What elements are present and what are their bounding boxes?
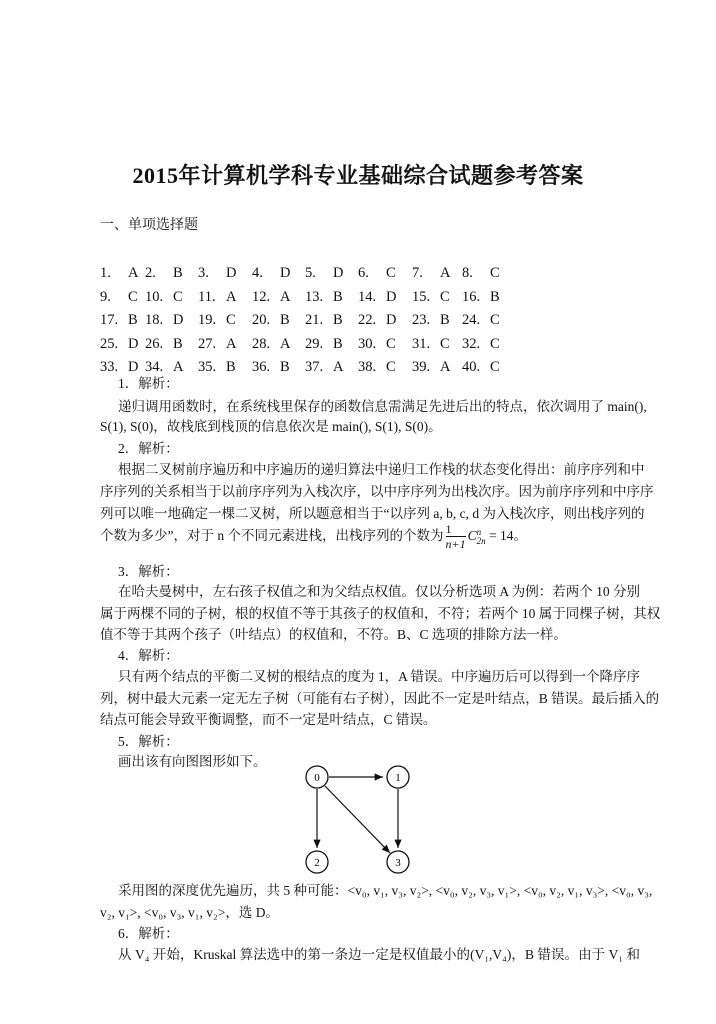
question-number: 35.	[198, 359, 217, 375]
answer-item	[462, 264, 500, 282]
answer-letter: D	[128, 335, 139, 352]
answer-item	[100, 311, 138, 329]
explanation-line: 在哈夫曼树中，左右孩子权值之和为父结点权值。仅以分析选项 A 为例：若两个 10 分别	[118, 584, 641, 599]
explanation-line: 属于两棵不同的子树，根的权值不等于其孩子的权值和，不符；若两个 10 属于同棵子树，其权	[100, 606, 661, 621]
answer-letter: C	[440, 335, 450, 352]
question-number: 29.	[305, 335, 324, 352]
question-number: 37.	[305, 359, 324, 375]
answer-row	[100, 264, 645, 288]
answer-item	[198, 311, 236, 329]
question-number: 20.	[252, 312, 271, 328]
answer-letter: D	[128, 359, 139, 375]
explanation-line: 递归调用函数时，在系统栈里保存的函数信息需满足先进后出的特点，依次调用了 main(),	[118, 399, 647, 414]
question-number: 9.	[100, 288, 111, 305]
answer-item	[358, 311, 396, 329]
answer-letter: B	[128, 312, 138, 328]
answer-item	[305, 288, 343, 306]
question-number: 1.	[100, 265, 111, 281]
answer-row	[100, 311, 645, 335]
explanation-heading: 3．解析：	[118, 564, 179, 579]
answer-letter: B	[280, 312, 290, 328]
answer-item	[145, 264, 183, 282]
answer-item	[412, 288, 450, 306]
answer-letter: A	[280, 335, 291, 352]
node-3	[387, 851, 409, 873]
explanation-heading: 1．解析：	[118, 376, 179, 391]
question-number: 11.	[198, 288, 216, 305]
answer-letter: D	[386, 312, 397, 328]
answer-letter: B	[280, 359, 290, 375]
answer-item	[145, 335, 183, 353]
question-number: 10.	[145, 288, 164, 305]
question-number: 31.	[412, 335, 431, 352]
answer-item	[252, 311, 290, 329]
question-number: 32.	[462, 335, 481, 352]
answer-item	[412, 358, 450, 376]
explanation-line: 采用图的深度优先遍历，共 5 种可能：<v₀, v₁, v₃, v₂>, <v₀, v₂, v₃, v₁>, <v₀, v₂, v₁, v₃>, <v₀, v₃,	[118, 883, 653, 898]
answer-item	[198, 264, 236, 282]
answer-item	[412, 264, 450, 282]
fraction: $\frac{1}{n+1}$	[445, 522, 466, 552]
section-heading: 一、单项选择题	[100, 218, 198, 233]
answer-letter: A	[440, 265, 451, 281]
answer-item	[100, 358, 138, 376]
answer-letter: C	[490, 265, 500, 281]
svg-text:3: 3	[395, 857, 401, 869]
answer-letter: C	[173, 288, 183, 305]
edge-0-3	[325, 786, 390, 853]
answer-row	[100, 358, 645, 382]
node-0	[306, 766, 328, 788]
question-number: 17.	[100, 312, 119, 328]
question-number: 13.	[305, 288, 324, 305]
question-number: 28.	[252, 335, 271, 352]
answer-item	[198, 335, 236, 353]
question-number: 23.	[412, 312, 431, 328]
answer-letter: A	[333, 359, 344, 375]
answer-item	[412, 335, 450, 353]
answer-letter: A	[440, 359, 451, 375]
answer-item	[145, 311, 183, 329]
answer-item	[145, 288, 183, 306]
explanation-heading: 6．解析：	[118, 926, 179, 941]
question-number: 6.	[358, 265, 369, 281]
node-2	[306, 851, 328, 873]
answer-letter: C	[490, 335, 500, 352]
answer-item	[305, 311, 343, 329]
question-number: 40.	[462, 359, 481, 375]
explanation-heading: 2．解析：	[118, 441, 179, 456]
answer-letter: D	[173, 312, 184, 328]
question-number: 39.	[412, 359, 431, 375]
answer-item	[462, 288, 500, 306]
answer-item	[358, 335, 396, 353]
question-number: 33.	[100, 359, 119, 375]
directed-graph	[295, 755, 425, 880]
answer-letter: B	[173, 335, 183, 352]
answer-letter: C	[490, 312, 500, 328]
answer-letter: B	[440, 312, 450, 328]
answer-letter: C	[386, 335, 396, 352]
question-number: 34.	[145, 359, 164, 375]
question-number: 2.	[145, 265, 156, 281]
answer-item	[252, 335, 290, 353]
answer-item	[462, 335, 500, 353]
question-number: 14.	[358, 288, 377, 305]
answer-item	[462, 311, 500, 329]
answer-letter: B	[333, 288, 343, 305]
question-number: 21.	[305, 312, 324, 328]
answer-item	[100, 335, 138, 353]
question-number: 38.	[358, 359, 377, 375]
answer-letter: A	[226, 288, 237, 305]
answer-row	[100, 288, 645, 312]
answer-item	[305, 335, 343, 353]
answer-item	[358, 288, 396, 306]
question-number: 8.	[462, 265, 473, 281]
answer-letter: A	[128, 265, 139, 281]
explanation-heading: 5．解析：	[118, 734, 179, 749]
explanation-line: 画出该有向图图形如下。	[118, 754, 267, 769]
svg-text:1: 1	[395, 772, 401, 784]
answer-letter: C	[386, 359, 396, 375]
answer-letter: C	[128, 288, 138, 305]
question-number: 4.	[252, 265, 263, 281]
answer-item	[198, 358, 236, 376]
answer-item	[100, 288, 138, 306]
answer-grid	[100, 264, 645, 382]
question-number: 25.	[100, 335, 119, 352]
answer-letter: A	[226, 335, 237, 352]
answer-item	[358, 264, 396, 282]
question-number: 30.	[358, 335, 377, 352]
question-number: 36.	[252, 359, 271, 375]
answer-letter: A	[280, 288, 291, 305]
answer-item	[145, 358, 183, 376]
answer-letter: B	[333, 312, 343, 328]
question-number: 15.	[412, 288, 431, 305]
question-number: 5.	[305, 265, 316, 281]
explanation-line: 列可以唯一地确定一棵二叉树，所以题意相当于“以序列 a, b, c, d 为入栈次序，则出栈序列的	[100, 506, 645, 521]
answer-item	[305, 264, 343, 282]
answer-item	[305, 358, 343, 376]
explanation-line: 从 V₄ 开始，Kruskal 算法选中的第一条边一定是权值最小的(V₁,V₄)，B 错误。由于 V₁ 和	[118, 947, 640, 962]
question-number: 19.	[198, 312, 217, 328]
explanation-heading: 4．解析：	[118, 648, 179, 663]
answer-item	[252, 288, 290, 306]
question-number: 27.	[198, 335, 217, 352]
answer-letter: B	[226, 359, 236, 375]
answer-item	[462, 358, 500, 376]
answer-letter: D	[333, 265, 344, 281]
answer-letter: B	[173, 265, 183, 281]
question-number: 26.	[145, 335, 164, 352]
page-title: 2015年计算机学科专业基础综合试题参考答案	[132, 163, 584, 188]
answer-letter: B	[490, 288, 500, 305]
explanation-line: 根据二叉树前序遍历和中序遍历的递归算法中递归工作栈的状态变化得出：前序序列和中	[118, 462, 645, 477]
answer-item	[252, 358, 290, 376]
question-number: 24.	[462, 312, 481, 328]
question-number: 3.	[198, 265, 209, 281]
answer-letter: D	[386, 288, 397, 305]
explanation-line: 列，树中最大元素一定无左子树（可能有右子树），因此不一定是叶结点，B 错误。最后插入的	[100, 691, 660, 706]
question-number: 16.	[462, 288, 481, 305]
answer-letter: D	[226, 265, 237, 281]
explanation-line: v₂, v₁>, <v₀, v₃, v₁, v₂>，选 D。	[100, 905, 279, 920]
explanation-line: 值不等于其两个孩子（叶结点）的权值和，不符。B、C 选项的排除方法一样。	[100, 627, 567, 642]
node-1	[387, 766, 409, 788]
answer-letter: C	[226, 312, 236, 328]
answer-item	[100, 264, 138, 282]
answer-item	[252, 264, 290, 282]
explanation-line: 只有两个结点的平衡二叉树的根结点的度为 1，A 错误。中序遍历后可以得到一个降序序	[118, 669, 641, 684]
svg-text:2: 2	[314, 857, 320, 869]
answer-letter: C	[490, 359, 500, 375]
explanation-line: 序序列的关系相当于以前序序列为入栈次序，以中序序列为出栈次序。因为前序序列和中序序	[100, 484, 654, 499]
answer-row	[100, 335, 645, 359]
answer-letter: B	[333, 335, 343, 352]
explanation-line: 结点可能会导致平衡调整，而不一定是叶结点，C 错误。	[100, 712, 437, 727]
answer-item	[358, 358, 396, 376]
answer-item	[412, 311, 450, 329]
svg-text:0: 0	[314, 772, 320, 784]
explanation-line: 个数为多少”，对于 n 个不同元素进栈，出栈序列的个数为 $\frac{1}{n+1}$ C n 2n = 14。	[100, 522, 527, 552]
explanation-line: S(1), S(0)，故栈底到栈顶的信息依次是 main(), S(1), S(0)。	[100, 419, 442, 434]
answer-item	[198, 288, 236, 306]
answer-letter: C	[440, 288, 450, 305]
question-number: 22.	[358, 312, 377, 328]
answer-letter: C	[386, 265, 396, 281]
question-number: 18.	[145, 312, 164, 328]
question-number: 12.	[252, 288, 271, 305]
question-number: 7.	[412, 265, 423, 281]
answer-letter: D	[280, 265, 291, 281]
answer-letter: A	[173, 359, 184, 375]
